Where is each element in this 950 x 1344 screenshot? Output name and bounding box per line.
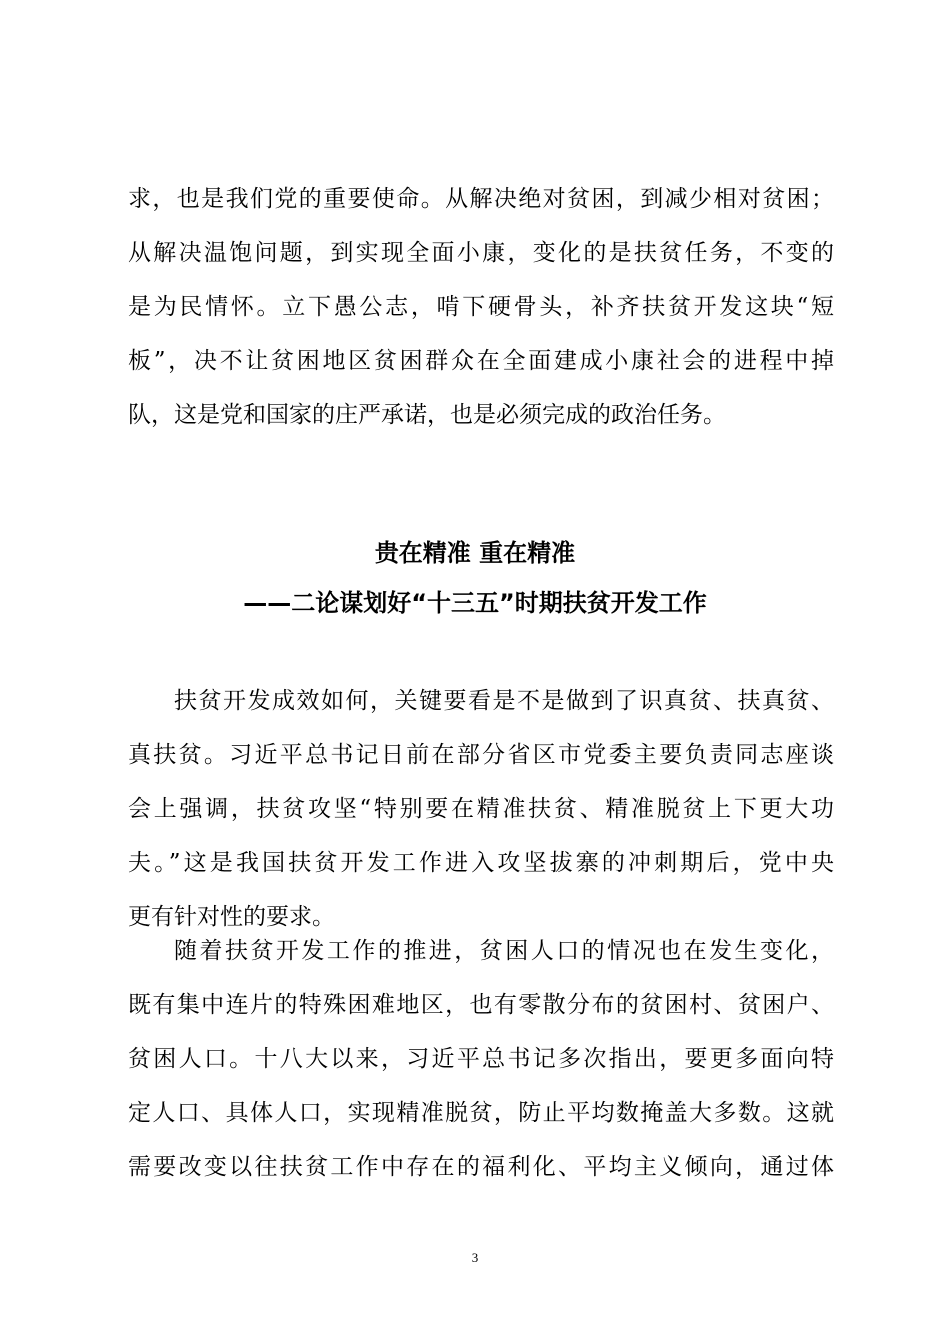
text-line: 从解决温饱问题，到实现全面小康，变化的是扶贫任务，不变的 bbox=[128, 240, 834, 266]
text-line: 是为民情怀。立下愚公志，啃下硬骨头，补齐扶贫开发这块“短 bbox=[128, 294, 834, 320]
article-title: 贵在精准 重在精准 bbox=[374, 539, 576, 567]
text-line: 队，这是党和国家的庄严承诺，也是必须完成的政治任务。 bbox=[128, 402, 726, 428]
text-line: 定人口、具体人口，实现精准脱贫，防止平均数掩盖大多数。这就 bbox=[128, 1100, 834, 1126]
text-line: 既有集中连片的特殊困难地区，也有零散分布的贫困村、贫困户、 bbox=[128, 992, 834, 1018]
paragraph-1 bbox=[128, 674, 834, 944]
paragraph-2 bbox=[128, 924, 834, 1194]
continuation-paragraph bbox=[128, 172, 834, 442]
text-line: 夫。”这是我国扶贫开发工作进入攻坚拔寨的冲刺期后，党中央 bbox=[128, 850, 834, 876]
text-line: 更有针对性的要求。 bbox=[128, 904, 335, 930]
text-line: 需要改变以往扶贫工作中存在的福利化、平均主义倾向，通过体 bbox=[128, 1154, 834, 1180]
text-line: 板”，决不让贫困地区贫困群众在全面建成小康社会的进程中掉 bbox=[128, 348, 834, 374]
text-line: 扶贫开发成效如何，关键要看是不是做到了识真贫、扶真贫、 bbox=[174, 688, 834, 714]
text-line: 求，也是我们党的重要使命。从解决绝对贫困，到减少相对贫困； bbox=[128, 186, 834, 212]
article-subtitle: ——二论谋划好“十三五”时期扶贫开发工作 bbox=[243, 589, 707, 617]
text-line: 真扶贫。习近平总书记日前在部分省区市党委主要负责同志座谈 bbox=[128, 742, 834, 768]
text-line: 贫困人口。十八大以来，习近平总书记多次指出，要更多面向特 bbox=[128, 1046, 834, 1072]
text-line: 随着扶贫开发工作的推进，贫困人口的情况也在发生变化， bbox=[174, 938, 834, 964]
text-line: 会上强调，扶贫攻坚“特别要在精准扶贫、精准脱贫上下更大功 bbox=[128, 796, 834, 822]
page-number: 3 bbox=[471, 1250, 479, 1265]
